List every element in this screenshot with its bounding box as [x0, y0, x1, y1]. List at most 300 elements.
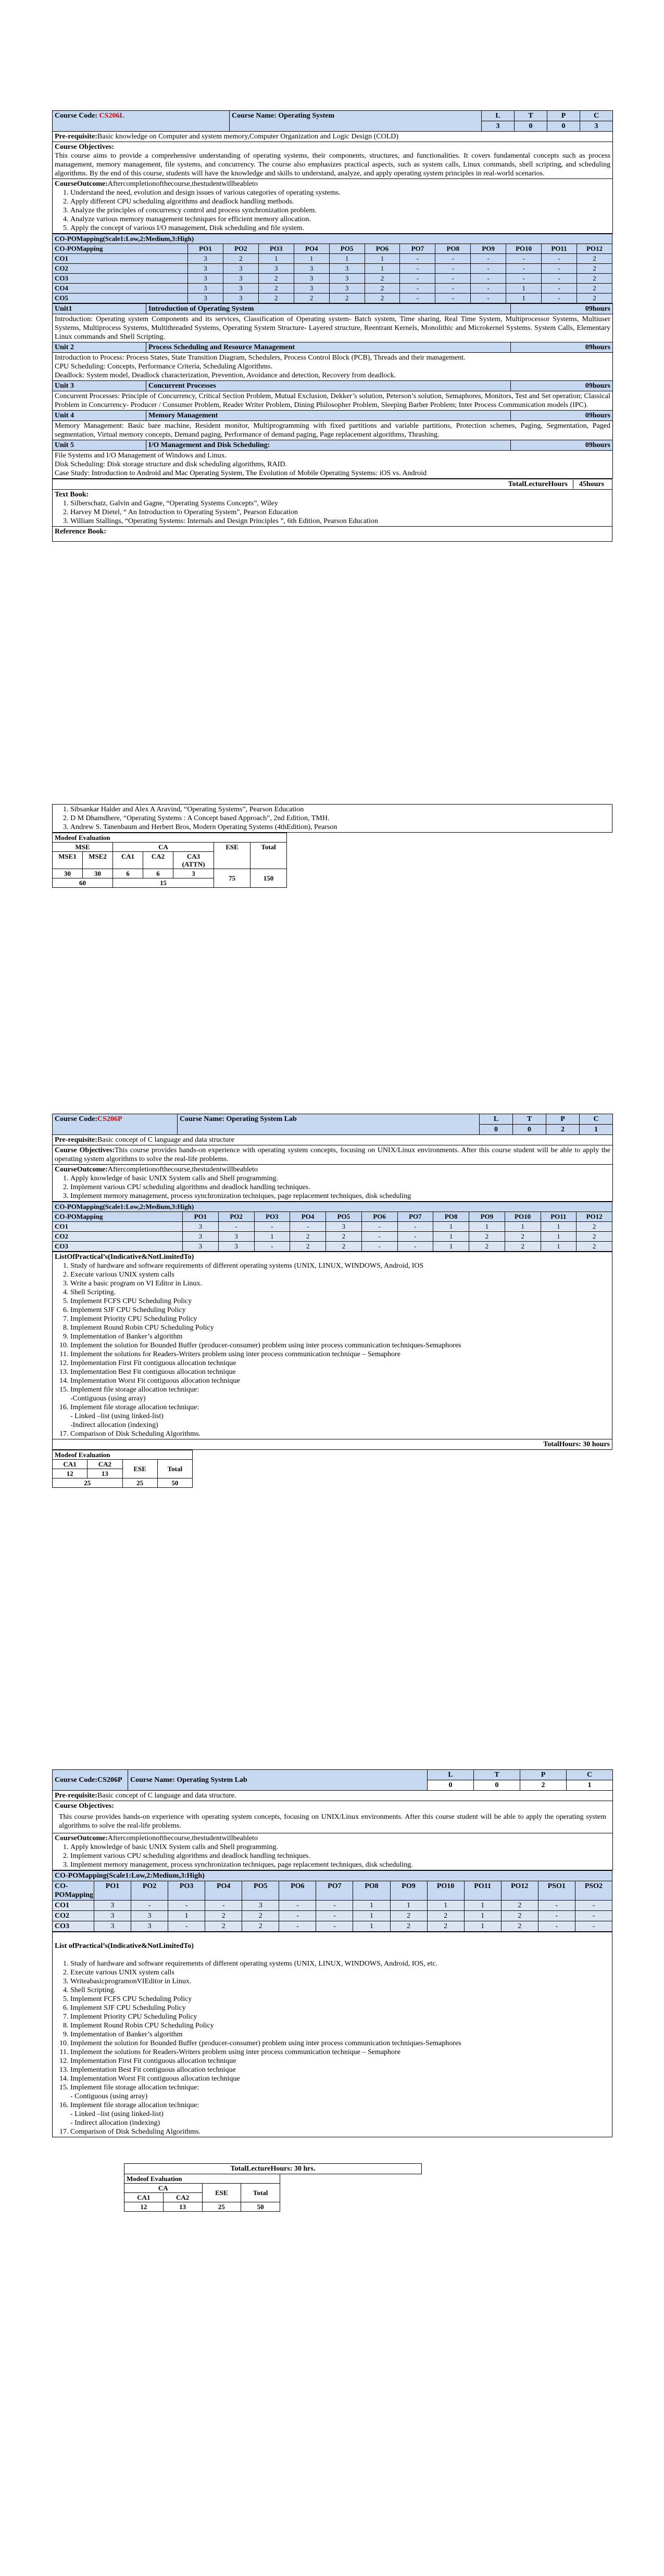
- mapping-head-cell: PO1: [94, 1881, 131, 1901]
- mapping-head-cell: PO11: [464, 1881, 501, 1901]
- mapping-cell: -: [506, 264, 542, 274]
- mapping-row: [53, 1242, 612, 1252]
- mapping-cell: 1: [506, 284, 542, 294]
- mapping-cell: -: [435, 294, 471, 303]
- course-code: CS206L: [99, 112, 124, 120]
- mapping-cell: -: [290, 1222, 326, 1232]
- practical-item: 2. Execute various UNIX system calls: [70, 1270, 610, 1279]
- mapping-cell: -: [168, 1921, 205, 1932]
- mapping-cell: -: [506, 254, 542, 264]
- mapping-cell: -: [279, 1901, 316, 1911]
- mapping-head-cell: PO4: [205, 1881, 242, 1901]
- outcome-list: [55, 188, 610, 233]
- mapping-cell: 3: [94, 1921, 131, 1932]
- mapping-cell: -: [435, 284, 471, 294]
- mapping-cell: -: [279, 1921, 316, 1932]
- practical-item: 5. Implement FCFS CPU Scheduling Policy: [70, 1995, 610, 2004]
- mapping-head-cell: PO7: [400, 244, 435, 254]
- mapping-cell: 2: [577, 1232, 612, 1242]
- co-label: CO3: [53, 1921, 94, 1932]
- mapping-head-cell: PO3: [258, 244, 294, 254]
- mapping-cell: -: [542, 274, 577, 284]
- mapping-cell: 3: [223, 284, 258, 294]
- mapping-cell: 2: [326, 1242, 362, 1252]
- total-hours-row: TotalHours: 30 hours: [53, 1439, 612, 1450]
- evaluation-table: Modeof Evaluation MSE CA ESE Total MSE1 MSE2 CA1 CA2 CA3 (ATTN) 30 30 6 6 3 75 150 60 15: [52, 833, 287, 888]
- practical-item: 8. Implement Round Robin CPU Scheduling Policy: [70, 2021, 610, 2030]
- mapping-cell: 3: [218, 1232, 254, 1242]
- mapping-cell: 2: [205, 1911, 242, 1921]
- mapping-row: [53, 294, 612, 303]
- mapping-cell: -: [316, 1901, 353, 1911]
- unit-hours: 09hours: [511, 342, 613, 353]
- unit-name: Unit 3: [53, 381, 146, 391]
- mapping-head-cell: CO-POMapping: [53, 1212, 183, 1222]
- mapping-cell: -: [397, 1242, 433, 1252]
- unit-header-row: [53, 342, 613, 353]
- textbook-row: Text Book: 1. Silberschatz, Galvin and Gagne, “Operating Systems Concepts”, Wiley 2. Harvey M Dietel, “ An Introduction to Operating System”, Pearson Education 3. William Stallings, “Operating Systems: Internals and Design Principles ”, 6th Edition, Pearson Education: [53, 490, 612, 527]
- reference-row: Reference Book:: [53, 527, 612, 542]
- co-label: CO2: [53, 264, 188, 274]
- mapping-cell: 2: [258, 274, 294, 284]
- mapping-cell: 2: [242, 1921, 279, 1932]
- mapping-cell: 1: [541, 1232, 577, 1242]
- mapping-cell: 1: [433, 1222, 469, 1232]
- outcome-item: 1. Understand the need, evolution and design issues of various categories of operating systems.: [70, 188, 610, 197]
- unit-header-row: [53, 381, 613, 391]
- mapping-row: [53, 1921, 612, 1932]
- mapping-head-cell: PO12: [577, 1212, 612, 1222]
- mapping-cell: 3: [183, 1242, 219, 1252]
- ltpc-head: L: [482, 111, 515, 121]
- practical-item: 4. Shell Scripting.: [70, 1986, 610, 1995]
- prerequisite-row: Pre-requisite:Basic knowledge on Computer and system memory,Computer Organization and Logic Design (COLD): [53, 132, 613, 142]
- mapping-head-cell: PO9: [471, 244, 506, 254]
- ltpc-head: P: [547, 111, 580, 121]
- co-po-mapping-table: [52, 234, 612, 303]
- mapping-row: [53, 1222, 612, 1232]
- mapping-cell: 3: [94, 1901, 131, 1911]
- practical-item: 14. Implementation Worst Fit contiguous allocation technique: [70, 1376, 610, 1385]
- practical-item: 4. Shell Scripting.: [70, 1288, 610, 1297]
- mapping-cell: -: [575, 1901, 612, 1911]
- mapping-cell: -: [538, 1911, 575, 1921]
- mapping-head-cell: PO10: [427, 1881, 464, 1901]
- mapping-cell: 3: [329, 284, 365, 294]
- mapping-cell: -: [400, 274, 435, 284]
- course-section-cs206p-2: [52, 1769, 612, 2212]
- mapping-cell: 3: [258, 264, 294, 274]
- evaluation-table: Modeof Evaluation CA1 CA2 ESE Total 12 13 25 25 50: [52, 1450, 193, 1488]
- mapping-cell: 3: [329, 264, 365, 274]
- mapping-head-cell: PO11: [541, 1212, 577, 1222]
- outcome-row: CourseOutcome:Aftercompletionofthecourse,thestudentwillbeableto 1. Understand the need, evolution and design issues of various categories of operating systems. 2. Apply different CPU scheduling algorithms and deadlock handling methods. 3. Analyze the principles of concurrency control and process synchronization problem. 4. Analyze various memory management techniques for efficient memory allocation. 5. Apply the concept of various I/O management, Disk scheduling and file system.: [53, 179, 613, 234]
- mapping-head-cell: PO9: [469, 1212, 505, 1222]
- unit-title: I/O Management and Disk Scheduling:: [146, 440, 511, 451]
- mapping-head-cell: PO2: [218, 1212, 254, 1222]
- unit-content: Introduction to Process: Process States, State Transition Diagram, Schedulers, Process Control Block (PCB), Threads and their management. CPU Scheduling: Concepts, Performance Criteria, Scheduling Algorithms. Deadlock: System model, Deadlock characterization, Prevention, Avoidance and detection, Recovery from deadlock.: [53, 353, 613, 381]
- mapping-cell: 3: [131, 1921, 168, 1932]
- mapping-cell: 2: [501, 1911, 538, 1921]
- textbook-table: [52, 479, 612, 542]
- textbook-item: 2. Harvey M Dietel, “ An Introduction to Operating System”, Pearson Education: [70, 508, 610, 517]
- mapping-head-cell: PO5: [242, 1881, 279, 1901]
- course-name: Course Name: Operating System Lab: [178, 1114, 480, 1135]
- mapping-head-cell: PO4: [290, 1212, 326, 1222]
- outcome-item: 2. Apply different CPU scheduling algorithms and deadlock handling methods.: [70, 197, 610, 206]
- unit-hours: 09hours: [511, 411, 613, 421]
- mapping-cell: -: [400, 264, 435, 274]
- practical-item: 9. Implementation of Banker’s algorithm: [70, 2030, 610, 2039]
- practical-item: 15. Implement file storage allocation technique: -Contiguous (using array): [70, 1385, 610, 1403]
- mapping-cell: 3: [223, 294, 258, 303]
- mapping-cell: -: [538, 1901, 575, 1911]
- practical-item: 17. Comparison of Disk Scheduling Algorithms.: [70, 2127, 610, 2136]
- practical-item: 1. Study of hardware and software requirements of different operating systems (UNIX, LINUX, WINDOWS, Android, IOS, etc.: [70, 1959, 610, 1968]
- co-label: CO3: [53, 274, 188, 284]
- mapping-cell: -: [218, 1222, 254, 1232]
- practicals-list: [55, 1959, 610, 2136]
- mapping-cell: -: [471, 274, 506, 284]
- unit-name: Unit 2: [53, 342, 146, 353]
- mapping-cell: 2: [577, 1242, 612, 1252]
- outcome-item: 1. Apply knowledge of basic UNIX System calls and Shell programming.: [70, 1174, 610, 1183]
- practical-item: 7. Implement Priority CPU Scheduling Policy: [70, 1315, 610, 1323]
- unit-content: Concurrent Processes: Principle of Concurrency, Critical Section Problem, Mutual Exclusion, Dekker’s solution, Peterson’s solution, Semaphores, Monitors, Test and Set operation; Classical Problem in Concurrency- Producer / Consumer Problem, Reader Writer Problem, Dining Philosopher Problem, Sleeping Barber Problem; Inter Process Communication models (IPC).: [53, 391, 613, 411]
- mapping-head-cell: PO9: [390, 1881, 427, 1901]
- unit-name: Unit 4: [53, 411, 146, 421]
- mapping-cell: 2: [390, 1921, 427, 1932]
- mapping-cell: -: [361, 1222, 397, 1232]
- textbook-item: 3. William Stallings, “Operating Systems: Internals and Design Principles ”, 6th Edition, Pearson Education: [70, 517, 610, 526]
- mapping-cell: 2: [501, 1901, 538, 1911]
- mapping-row: [53, 1232, 612, 1242]
- mapping-head-cell: PO1: [188, 244, 223, 254]
- co-label: CO2: [53, 1232, 183, 1242]
- ltpc-value: 0: [547, 121, 580, 132]
- mapping-cell: 3: [183, 1232, 219, 1242]
- mapping-cell: -: [471, 264, 506, 274]
- reference-item: 1. Sibsankar Halder and Alex A Aravind, “Operating Systems”, Pearson Education: [70, 805, 610, 814]
- mapping-head-cell: PO6: [279, 1881, 316, 1901]
- mapping-cell: 1: [464, 1901, 501, 1911]
- practical-item: 6. Implement SJF CPU Scheduling Policy: [70, 1306, 610, 1315]
- mapping-row: [53, 284, 612, 294]
- unit-title: Process Scheduling and Resource Management: [146, 342, 511, 353]
- practical-item: 5. Implement FCFS CPU Scheduling Policy: [70, 1297, 610, 1306]
- mapping-cell: 3: [329, 274, 365, 284]
- unit-header-row: [53, 440, 613, 451]
- mapping-cell: -: [400, 294, 435, 303]
- mapping-cell: 3: [218, 1242, 254, 1252]
- mapping-cell: 1: [353, 1901, 390, 1911]
- practical-item: 10. Implement the solution for Bounded Buffer (producer-consumer) problem using inter process communication techniques-Semaphores: [70, 2039, 610, 2048]
- mapping-cell: 3: [294, 264, 329, 274]
- course-name: Course Name: Operating System: [230, 111, 482, 132]
- mapping-head-cell: PO6: [365, 244, 400, 254]
- practical-item: 13. Implementation Best Fit contiguous allocation technique: [70, 2065, 610, 2074]
- mapping-cell: 3: [223, 274, 258, 284]
- reference-item: 2. D M Dhamdhere, “Operating Systems : A Concept based Approach”, 2nd Edition, TMH.: [70, 814, 610, 823]
- mapping-cell: 2: [242, 1911, 279, 1921]
- mapping-cell: 1: [505, 1222, 541, 1232]
- mapping-cell: -: [471, 254, 506, 264]
- ltpc-head: C: [580, 111, 613, 121]
- mapping-head-cell: PSO1: [538, 1881, 575, 1901]
- mapping-head-cell: PO8: [435, 244, 471, 254]
- mapping-cell: -: [575, 1921, 612, 1932]
- mapping-cell: 2: [365, 284, 400, 294]
- course-section-cs206l: [52, 110, 612, 542]
- practical-item: 12. Implementation First Fit contiguous allocation technique: [70, 1359, 610, 1368]
- practical-item: 12. Implementation First Fit contiguous allocation technique: [70, 2057, 610, 2065]
- outcome-item: 5. Apply the concept of various I/O management, Disk scheduling and file system.: [70, 224, 610, 233]
- practical-item: 13. Implementation Best Fit contiguous allocation technique: [70, 1368, 610, 1376]
- mapping-cell: 3: [242, 1901, 279, 1911]
- mapping-cell: -: [542, 254, 577, 264]
- unit-hours: 09hours: [511, 304, 613, 314]
- mapping-cell: 1: [433, 1242, 469, 1252]
- mapping-head-cell: PO7: [397, 1212, 433, 1222]
- mapping-cell: 2: [365, 294, 400, 303]
- evaluation-title: Modeof Evaluation: [53, 833, 287, 843]
- textbook-list: [55, 499, 610, 526]
- references-continued: [52, 804, 612, 888]
- outcome-item: 4. Analyze various memory management techniques for efficient memory allocation.: [70, 215, 610, 224]
- mapping-cell: -: [542, 284, 577, 294]
- unit-title: Concurrent Processes: [146, 381, 511, 391]
- mapping-cell: 2: [205, 1921, 242, 1932]
- outcome-list: [55, 1174, 610, 1201]
- course-code-cell: Course Code: CS206L: [53, 111, 230, 132]
- mapping-head-cell: CO-POMapping: [53, 244, 188, 254]
- outcome-item: 3. Implement memory management, process synchronization techniques, page replacement techniques, disk scheduling: [70, 1192, 610, 1201]
- mapping-cell: 2: [390, 1911, 427, 1921]
- units-table: [52, 303, 613, 479]
- mapping-cell: 1: [464, 1911, 501, 1921]
- unit-header-row: [53, 411, 613, 421]
- mapping-head-cell: PO10: [505, 1212, 541, 1222]
- evaluation-table: Modeof Evaluation CA ESE Total CA1 CA2 12 13 25 50: [124, 2174, 280, 2212]
- course-code: CS206P: [97, 1115, 122, 1123]
- mapping-cell: 1: [464, 1921, 501, 1932]
- ltpc-head: T: [515, 111, 547, 121]
- practical-item: 9. Implementation of Banker’s algorithm: [70, 1332, 610, 1341]
- mapping-cell: -: [471, 294, 506, 303]
- mapping-head-cell: PO2: [131, 1881, 168, 1901]
- mapping-cell: -: [435, 264, 471, 274]
- mapping-cell: 3: [188, 254, 223, 264]
- mapping-head-cell: PO4: [294, 244, 329, 254]
- mapping-cell: 1: [365, 264, 400, 274]
- mapping-head-cell: PO6: [361, 1212, 397, 1222]
- total-hours-table: TotalLectureHours: 30 hrs.: [124, 2163, 422, 2174]
- mapping-cell: 3: [131, 1911, 168, 1921]
- mapping-cell: 2: [577, 284, 612, 294]
- mapping-cell: -: [400, 284, 435, 294]
- mapping-cell: -: [538, 1921, 575, 1932]
- outcome-list: [55, 1843, 610, 1869]
- practical-item: 17. Comparison of Disk Scheduling Algorithms.: [70, 1430, 610, 1438]
- mapping-cell: 1: [353, 1911, 390, 1921]
- practical-item: 7. Implement Priority CPU Scheduling Policy: [70, 2012, 610, 2021]
- mapping-cell: 2: [294, 294, 329, 303]
- practical-item: 16. Implement file storage allocation technique: - Linked –list (using linked-list) - Indirect allocation (indexing): [70, 2101, 610, 2127]
- mapping-cell: 1: [258, 254, 294, 264]
- mapping-head-cell: CO-POMapping: [53, 1881, 94, 1901]
- course-header-table: Course Code:CS206P Course Name: Operating System Lab L T P C 0 0 2 1 Pre-requisite:Basic concept of C language and data structure Course Objectives:This course provides hands-on experience with operating system concepts, focusing on UNIX/Linux environments. After this course student will be able to apply the operating system algorithms to solve the real-life problems. CourseOutcome:Aftercompletionofthecourse,thestudentwillbeableto 1. Apply knowledge of basic UNIX System calls and Shell programming. 2. Implement various CPU scheduling algorithms and deadlock handling techniques. 3. Implement memory management, process synchronization techniques, page replacement techniques, disk scheduling: [52, 1114, 613, 1202]
- outcome-item: 3. Implement memory management, process synchronization techniques, page replacement techniques, disk scheduling.: [70, 1860, 610, 1869]
- mapping-head-cell: PO8: [433, 1212, 469, 1222]
- mapping-cell: 2: [427, 1911, 464, 1921]
- mapping-cell: 2: [223, 254, 258, 264]
- mapping-cell: -: [506, 274, 542, 284]
- total-hours-row: TotalLectureHours 45hours: [53, 479, 612, 490]
- practical-item: 6. Implement SJF CPU Scheduling Policy: [70, 2004, 610, 2012]
- mapping-row: [53, 254, 612, 264]
- course-header-table: Course Code:CS206P Course Name: Operating System Lab L T P C 0 0 2 1 Pre-requisite:Basic concept of C language and data structure. Course Objectives: This course provides hands-on experience with operating system concepts, focusing on UNIX/Linux environments. After this course student will be able to apply the operating system algorithms to solve the real-life problems. CourseOutcome:Aftercompletionofthecourse,thestudentwillbeableto 1. Apply knowledge of basic UNIX System calls and Shell programming. 2. Implement various CPU scheduling algorithms and deadlock handling techniques. 3. Implement memory management, process synchronization techniques, page replacement techniques, disk scheduling.: [52, 1769, 613, 1870]
- mapping-cell: -: [254, 1222, 290, 1232]
- mapping-cell: -: [316, 1921, 353, 1932]
- mapping-cell: 2: [258, 294, 294, 303]
- co-label: CO1: [53, 254, 188, 264]
- co-label: CO4: [53, 284, 188, 294]
- co-po-mapping-table: CO-POMapping(Scale1:Low,2:Medium,3:High) CO-POMapping PO1 PO2 PO3 PO4 PO5 PO6 PO7 PO8 PO9 PO10 PO11 PO12 CO1 3 - - - 3 - - 1 1 1 1 2 CO2 3 3 1 2 2 - - 1 2 2 1 2 CO3 3 3 - 2 2 - - 1 2 2 1 2: [52, 1202, 612, 1252]
- unit-content: Introduction: Operating system Components and its services, Classification of Operating system- Batch system, Time sharing, Real Time System, Multiprocessor Systems, Multiuser Systems, Multiprocess Systems, Multithreaded Systems, Operating System Structure- Layered structure, Reentrant Kernels, Monolithic and Microkernel Systems. System Calls, Elementary Linux commands and Shell Scripting.: [53, 314, 613, 342]
- objectives-text: This course aims to provide a comprehensive understanding of operating systems, their components, structures, and functionalities. It covers fundamental concepts such as process management, memory management, file systems, and concurrency. The course also emphasizes practical aspects, such as system calls, Linux commands, shell scripting, and scheduling algorithms. By the end of this course, students will have the knowledge and skills to understand, analyze, and apply operating system principles in real-world scenarios.: [55, 152, 610, 177]
- reference-list: [55, 805, 610, 832]
- mapping-cell: 2: [577, 1222, 612, 1232]
- mapping-cell: 1: [390, 1901, 427, 1911]
- practical-item: 3. Write a basic program on VI Editor in Linux.: [70, 1279, 610, 1288]
- ltpc-value: 3: [580, 121, 613, 132]
- unit-hours: 09hours: [511, 381, 613, 391]
- mapping-cell: 3: [294, 284, 329, 294]
- mapping-cell: 2: [577, 254, 612, 264]
- unit-title: Introduction of Operating System: [146, 304, 511, 314]
- outcome-item: 2. Implement various CPU scheduling algorithms and deadlock handling techniques.: [70, 1183, 610, 1192]
- mapping-row: [53, 264, 612, 274]
- outcome-item: 3. Analyze the principles of concurrency control and process synchronization problem.: [70, 206, 610, 215]
- practical-item: 3. WriteabasicprogramonVIEditor in Linux.: [70, 1977, 610, 1986]
- mapping-cell: 2: [469, 1232, 505, 1242]
- mapping-cell: -: [435, 274, 471, 284]
- mapping-cell: 3: [188, 284, 223, 294]
- mapping-cell: 2: [577, 274, 612, 284]
- mapping-cell: 3: [223, 264, 258, 274]
- unit-name: Unit 5: [53, 440, 146, 451]
- mapping-row: [53, 1911, 612, 1921]
- mapping-head-cell: PO8: [353, 1881, 390, 1901]
- practical-item: 16. Implement file storage allocation technique: - Linked –list (using linked-list) -Indirect allocation (indexing): [70, 1403, 610, 1430]
- unit-content: Memory Management: Basic bare machine, Resident monitor, Multiprogramming with fixed partitions and variable partitions, Protection schemes, Paging, Segmentation, Paged segmentation, Virtual memory concepts, Demand paging, Performance of demand paging, Page replacement algorithms, Thrashing.: [53, 421, 613, 440]
- mapping-cell: 1: [329, 254, 365, 264]
- mapping-cell: 1: [506, 294, 542, 303]
- course-section-cs206p: [52, 1114, 612, 1488]
- mapping-cell: -: [435, 254, 471, 264]
- mapping-cell: -: [575, 1911, 612, 1921]
- mapping-cell: -: [168, 1901, 205, 1911]
- mapping-cell: -: [361, 1232, 397, 1242]
- reference-item: 3. Andrew S. Tanenbaum and Herbert Bros, Modern Operating Systems (4thEdition), Pearson: [70, 823, 610, 832]
- mapping-cell: 2: [501, 1921, 538, 1932]
- practical-item: 15. Implement file storage allocation technique: - Contiguous (using array): [70, 2083, 610, 2101]
- unit-hours: 09hours: [511, 440, 613, 451]
- mapping-head-cell: PO3: [254, 1212, 290, 1222]
- mapping-cell: -: [400, 254, 435, 264]
- practical-item: 10. Implement the solution for Bounded Buffer (producer-consumer) problem using inter process communication techniques-Semaphores: [70, 1341, 610, 1350]
- mapping-head-cell: PO2: [223, 244, 258, 254]
- practical-item: 1. Study of hardware and software requirements of different operating systems (UNIX, LINUX, WINDOWS, Android, IOS: [70, 1261, 610, 1270]
- mapping-cell: 1: [541, 1242, 577, 1252]
- ltpc-value: 3: [482, 121, 515, 132]
- practical-item: 8. Implement Round Robin CPU Scheduling Policy: [70, 1323, 610, 1332]
- co-label: CO2: [53, 1911, 94, 1921]
- mapping-head-cell: PSO2: [575, 1881, 612, 1901]
- mapping-cell: 1: [353, 1921, 390, 1932]
- mapping-cell: 2: [258, 284, 294, 294]
- co-label: CO1: [53, 1222, 183, 1232]
- mapping-row: [53, 1901, 612, 1911]
- mapping-cell: 2: [329, 294, 365, 303]
- outcome-item: 1. Apply knowledge of basic UNIX System calls and Shell programming.: [70, 1843, 610, 1852]
- mapping-cell: 3: [183, 1222, 219, 1232]
- mapping-title: CO-POMapping(Scale1:Low,2:Medium,3:High): [53, 234, 612, 244]
- practicals-table: List ofPractical’s(Indicative&NotLimitedTo) 1. Study of hardware and software requirements of different operating systems (UNIX, LINUX, WINDOWS, Android, IOS, etc. 2. Execute various UNIX system calls 3. WriteabasicprogramonVIEditor in Linux. 4. Shell Scripting. 5. Implement FCFS CPU Scheduling Policy 6. Implement SJF CPU Scheduling Policy 7. Implement Priority CPU Scheduling Policy 8. Implement Round Robin CPU Scheduling Policy 9. Implementation of Banker’s algorithm 10. Implement the solution for Bounded Buffer (producer-consumer) problem using inter process communication techniques-Semaphores 11. Implement the solutions for Readers-Writers problem using inter process communication technique – Semaphore 12. Implementation First Fit contiguous allocation technique 13. Implementation Best Fit contiguous allocation technique 14. Implementation Worst Fit contiguous allocation technique 15. Implement file storage allocation technique: - Contiguous (using array) 16. Implement file storage allocation technique: - Linked –list (using linked-list) - Indirect allocation (indexing) 17. Comparison of Disk Scheduling Algorithms.: [52, 1932, 612, 2137]
- unit-title: Memory Management: [146, 411, 511, 421]
- co-label: CO5: [53, 294, 188, 303]
- practical-item: 11. Implement the solutions for Readers-Writers problem using inter process communication technique – Semaphore: [70, 2048, 610, 2057]
- mapping-cell: 3: [94, 1911, 131, 1921]
- mapping-cell: 2: [469, 1242, 505, 1252]
- mapping-cell: -: [397, 1222, 433, 1232]
- mapping-head-cell: PO5: [329, 244, 365, 254]
- course-header-table: [52, 110, 613, 234]
- co-po-mapping-table: CO-POMapping(Scale1:Low,2:Medium,3:High) CO-POMapping PO1 PO2 PO3 PO4 PO5 PO6 PO7 PO8 PO9 PO10 PO11 PO12 PSO1 PSO2 CO1 3 - - - 3 - - 1 1 1 1 2 - - CO2 3 3 1 2 2 - - 1 2 2 1 2 - - CO3 3 3 - 2 2 - - 1 2 2 1 2 - -: [52, 1870, 612, 1932]
- co-label: CO1: [53, 1901, 94, 1911]
- co-label: CO3: [53, 1242, 183, 1252]
- mapping-cell: 2: [326, 1232, 362, 1242]
- mapping-cell: 1: [294, 254, 329, 264]
- mapping-cell: 3: [294, 274, 329, 284]
- reference-list-table: [52, 804, 612, 833]
- mapping-head-cell: PO12: [501, 1881, 538, 1901]
- practical-item: 11. Implement the solutions for Readers-Writers problem using inter process communication technique – Semaphore: [70, 1350, 610, 1359]
- mapping-cell: 2: [577, 294, 612, 303]
- mapping-cell: 2: [505, 1232, 541, 1242]
- mapping-cell: 2: [577, 264, 612, 274]
- mapping-cell: -: [316, 1911, 353, 1921]
- mapping-cell: 1: [433, 1232, 469, 1242]
- mapping-cell: -: [361, 1242, 397, 1252]
- mapping-cell: 1: [365, 254, 400, 264]
- mapping-cell: 1: [427, 1901, 464, 1911]
- unit-name: Unit1: [53, 304, 146, 314]
- mapping-cell: 1: [541, 1222, 577, 1232]
- textbook-item: 1. Silberschatz, Galvin and Gagne, “Operating Systems Concepts”, Wiley: [70, 499, 610, 508]
- ltpc-value: 0: [515, 121, 547, 132]
- mapping-cell: -: [279, 1911, 316, 1921]
- mapping-cell: 2: [505, 1242, 541, 1252]
- unit-content: File Systems and I/O Management of Windows and Linux. Disk Scheduling: Disk storage structure and disk scheduling algorithms, RAID. Case Study: Introduction to Android and Mac Operating System, The Evolution of Mobile Operating Systems: iOS vs. Android: [53, 451, 613, 479]
- mapping-cell: -: [131, 1901, 168, 1911]
- mapping-cell: 2: [290, 1232, 326, 1242]
- mapping-cell: 1: [469, 1222, 505, 1232]
- outcome-item: 2. Implement various CPU scheduling algorithms and deadlock handling techniques.: [70, 1852, 610, 1860]
- mapping-cell: 3: [188, 274, 223, 284]
- mapping-cell: -: [205, 1901, 242, 1911]
- mapping-cell: -: [542, 264, 577, 274]
